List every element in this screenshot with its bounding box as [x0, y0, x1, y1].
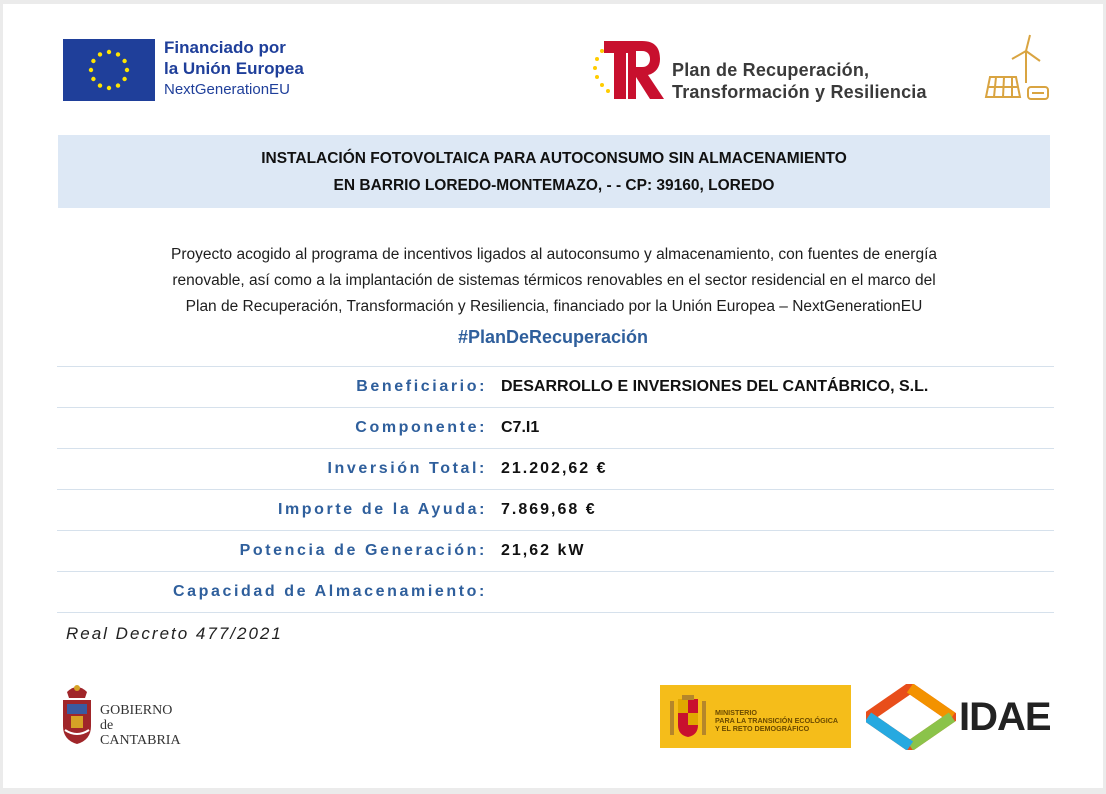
eu-line3: NextGenerationEU — [164, 81, 290, 98]
detail-value: 7.869,68 € — [501, 501, 597, 518]
idae-text: IDAE — [959, 695, 1051, 739]
real-decreto: Real Decreto 477/2021 — [66, 624, 283, 643]
cantabria-shield-icon — [59, 682, 95, 748]
description-line1: Proyecto acogido al programa de incentivos ligados al autoconsumo y almacenamiento, con fuentes de energía — [171, 246, 937, 263]
ministerio-text — [715, 709, 838, 733]
detail-row-beneficiario — [57, 366, 1054, 407]
prtr-text — [672, 59, 927, 103]
prtr-line1: Plan de Recuperación, — [672, 60, 870, 80]
detail-value: C7.I1 — [501, 419, 540, 436]
detail-label: Importe de la Ayuda: — [277, 501, 487, 518]
eu-flag-icon — [63, 39, 155, 101]
project-title-line2: EN BARRIO LOREDO-MONTEMAZO, - - CP: 39160, LOREDO — [333, 176, 775, 194]
cantabria-text — [100, 703, 181, 748]
cantabria-line2: de — [100, 718, 114, 733]
detail-label: Componente: — [355, 419, 487, 436]
detail-row-ayuda — [57, 489, 1054, 530]
eu-funding-text — [164, 37, 304, 100]
cantabria-line3: CANTABRIA — [100, 733, 181, 748]
project-title-band — [58, 135, 1050, 208]
detail-row-inversion — [57, 448, 1054, 489]
prtr-logo-icon — [590, 37, 666, 103]
cantabria-line1: GOBIERNO — [100, 703, 173, 718]
detail-row-capacidad — [57, 571, 1054, 613]
project-title-line1: INSTALACIÓN FOTOVOLTAICA PARA AUTOCONSUMO SIN ALMACENAMIENTO — [261, 149, 847, 167]
prtr-line2: Transformación y Resiliencia — [672, 82, 927, 102]
ministerio-logo — [660, 685, 851, 748]
detail-row-componente — [57, 407, 1054, 448]
detail-label: Beneficiario: — [356, 378, 487, 395]
ministerio-line1: MINISTERIO — [715, 708, 757, 717]
eu-line1: Financiado por — [164, 38, 286, 57]
spain-shield-icon — [668, 695, 708, 739]
idae-logo-icon — [866, 684, 956, 750]
details-table — [57, 366, 1054, 613]
description-line3: Plan de Recuperación, Transformación y Resiliencia, financiado por la Unión Europea – NextGenerationEU — [185, 298, 923, 315]
detail-label: Potencia de Generación: — [239, 542, 487, 559]
detail-row-potencia — [57, 530, 1054, 571]
ministerio-line2: PARA LA TRANSICIÓN ECOLÓGICA — [715, 716, 839, 725]
detail-label: Inversión Total: — [327, 460, 487, 477]
detail-value: 21,62 kW — [501, 542, 586, 559]
project-description — [92, 242, 1016, 320]
wind-solar-icon — [982, 33, 1054, 105]
detail-value: 21.202,62 € — [501, 460, 608, 477]
description-line2: renovable, así como a la implantación de sistemas térmicos renovables en el sector residencial en el marco del — [172, 272, 936, 289]
hashtag: #PlanDeRecuperación — [457, 327, 649, 347]
detail-label: Capacidad de Almacenamiento: — [172, 583, 487, 600]
ministerio-line3: Y EL RETO DEMOGRÁFICO — [715, 724, 810, 733]
eu-line2: la Unión Europea — [164, 59, 304, 78]
detail-value: DESARROLLO E INVERSIONES DEL CANTÁBRICO, S.L. — [501, 378, 929, 395]
